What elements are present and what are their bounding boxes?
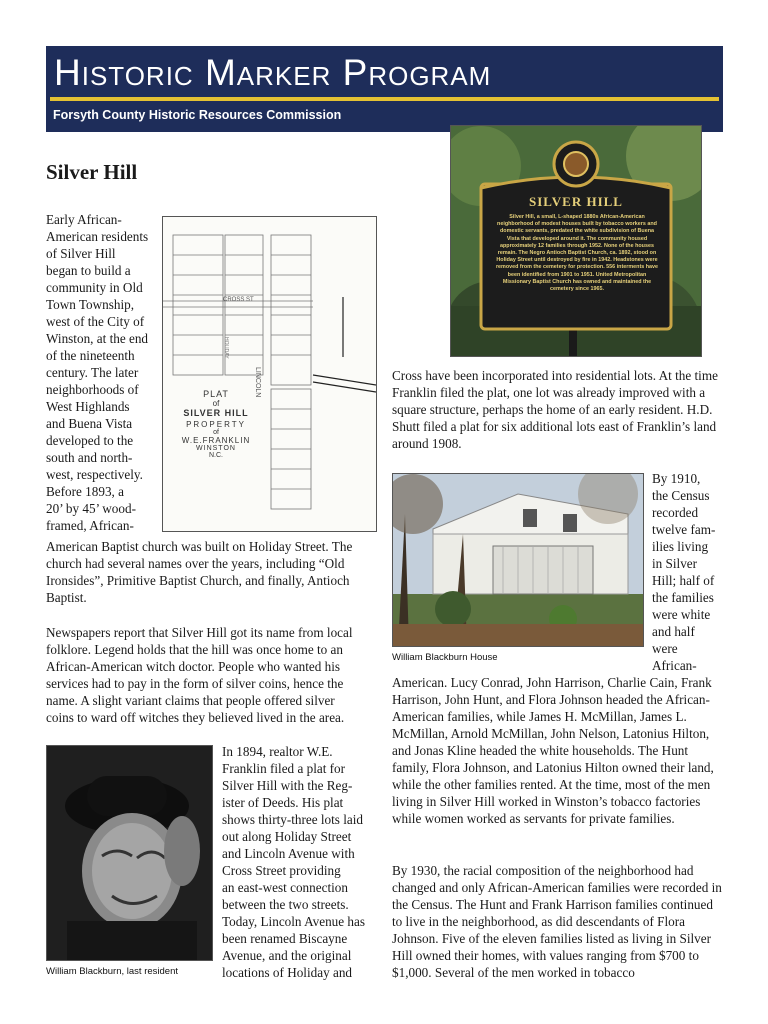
article-title: Silver Hill <box>46 160 138 184</box>
plat-label-4: PROPERTY <box>186 420 246 429</box>
plat-street-holiday: HOLIDAY <box>223 337 229 359</box>
para-3-narrow <box>222 743 382 981</box>
p3-line: ister of Deeds. His plat <box>222 795 344 810</box>
para-4-narrow <box>652 470 724 674</box>
p3-line: been renamed Biscayne <box>222 931 348 946</box>
p4-line: recorded <box>652 505 699 520</box>
p1-line: of the nineteenth <box>46 348 135 363</box>
house-photo <box>392 473 644 647</box>
p3-line: Cross Street providing <box>222 863 341 878</box>
p3-line: In 1894, realtor W.E. <box>222 744 333 759</box>
p3-line: Franklin filed a plat for <box>222 761 346 776</box>
para-1-continued: American Baptist church was built on Holiday Street. The church had several names over the years, including “Old Ironsides”, Primitive Baptist Church, and finally, Antioch Baptist. <box>46 539 353 605</box>
gold-rule <box>50 97 719 101</box>
para-3-continued: Cross have been incorporated into residential lots. At the time Franklin filed the plat, one lot was already improved with a square structure, perhaps the home of an early resident. H.D. Shutt filed a plat for six additional lots east of Franklin’s land around 1908. <box>392 368 718 451</box>
plat-street-lincoln: LINCOLN <box>254 367 261 398</box>
p4-line: and half <box>652 624 695 639</box>
p3-line: out along Holiday Street <box>222 829 352 844</box>
plat-label-3: SILVER HILL <box>183 408 249 418</box>
p1-line: west of the City of <box>46 314 145 329</box>
marker-text: Silver Hill, a small, L-shaped 1880s African-American neighborhood of modest houses built by tobacco workers and domestic servants, predated the white subdivision of Buena Vista that developed around it. The community housed approximately 12 families through 1952. None of the houses remain. The Negro Antioch Baptist Church, ca. 1892, stood on Holiday Street until destroyed by fire in 1942. Headstones were removed from the cemetery for protection. 556 interments have been identified from 1901 to 1951. United Metropolitan Missionary Baptist Church has owned and maintained the cemetery since 1965. <box>495 214 659 293</box>
plat-label-5: of <box>213 429 219 436</box>
p4-line: the Census <box>652 488 710 503</box>
p4-line: ilies living <box>652 539 709 554</box>
p1-line: American residents <box>46 229 149 244</box>
p1-line: began to build a <box>46 263 131 278</box>
p1-line: west, respectively. <box>46 467 143 482</box>
p3-line: and Lincoln Avenue with <box>222 846 355 861</box>
para-5: By 1930, the racial composition of the neighborhood had changed and only African-American families were recorded in the Census. The Hunt and Frank Harrison families continued to live in the neighborhood, as did descendants of Flora Johnson. Five of the eleven families listed as living in Silver Hill owned their homes, with values ranging from $700 to $1,000. Several of the men worked in tobacco <box>392 863 722 980</box>
p1-line: of Silver Hill <box>46 246 116 261</box>
p4-line: in Silver <box>652 556 698 571</box>
commission-name: Forsyth County Historic Resources Commission <box>53 108 342 122</box>
p1-line: Winston, at the end <box>46 331 149 346</box>
plat-label-1: PLAT <box>203 389 229 399</box>
p1-line: south and north- <box>46 450 133 465</box>
para-2: Newspapers report that Silver Hill got its name from local folklore. Legend holds that the hill was once home to an African-American witch doctor. People who wanted his services had to pay in the form of silver coins, hence the name. A slight variant claims that people offered silver coins to ward off witches they believed lived in the area. <box>46 625 353 725</box>
header-banner <box>46 46 723 132</box>
house-caption: William Blackburn House <box>392 652 498 663</box>
plat-label-6: W.E.FRANKLIN <box>181 436 251 445</box>
p4-line: were white <box>652 607 711 622</box>
plat-label-7: WINSTON <box>196 445 236 452</box>
p4-line: were <box>652 641 678 656</box>
p4-line: twelve fam- <box>652 522 716 537</box>
p1-line: neighborhoods of <box>46 382 139 397</box>
p1-line: Town Township, <box>46 297 135 312</box>
p1-line: and Buena Vista <box>46 416 133 431</box>
plat-map <box>162 216 377 532</box>
p3-line: Avenue, and the original <box>222 948 352 963</box>
p1-line: West Highlands <box>46 399 130 414</box>
p3-line: locations of Holiday and <box>222 965 353 980</box>
p3-line: Silver Hill with the Reg- <box>222 778 353 793</box>
portrait-drawing <box>47 746 212 960</box>
plat-street-cross: CROSS ST <box>223 297 254 303</box>
p3-line: shows thirty-three lots laid <box>222 812 364 827</box>
plat-label-block <box>165 389 267 459</box>
plat-drawing <box>163 217 376 531</box>
program-title: Historic Marker Program <box>54 52 492 93</box>
marker-title: SILVER HILL <box>529 194 623 209</box>
p4-line: Hill; half of <box>652 573 715 588</box>
p3-line: between the two streets. <box>222 897 349 912</box>
plat-label-2: of <box>212 399 220 408</box>
p4-line: African- <box>652 658 697 673</box>
p3-line: an east-west connection <box>222 880 348 895</box>
para-4-continued: American. Lucy Conrad, John Harrison, Charlie Cain, Frank Harrison, John Hunt, and Flora Johnson headed the African-American families, while James H. McMillan, James L. McMillan, Arnold McMillan, John Nelson, Latonius Hilton, and Jonas Kline headed the white households. The Hunt family, Flora Johnson, and Latonius Hilton owned their land, while the other families rented. At the time, most of the men living in Silver Hill worked in Winston’s tobacco factories while women worked as servants for private families. <box>392 675 714 826</box>
p1-line: developed to the <box>46 433 134 448</box>
marker-photo <box>450 125 702 357</box>
p4-line: the families <box>652 590 714 605</box>
p1-line: framed, African- <box>46 518 134 533</box>
p4-line: By 1910, <box>652 471 701 486</box>
p1-line: Early African- <box>46 212 122 227</box>
para-1-narrow <box>46 211 160 534</box>
portrait-caption: William Blackburn, last resident <box>46 966 178 977</box>
house-drawing <box>393 474 643 646</box>
p3-line: Today, Lincoln Avenue has <box>222 914 365 929</box>
p1-line: century. The later <box>46 365 139 380</box>
plat-label-8: N.C. <box>209 452 223 459</box>
p1-line: community in Old <box>46 280 143 295</box>
portrait-photo <box>46 745 213 961</box>
p1-line: Before 1893, a <box>46 484 124 499</box>
p1-line: 20’ by 45’ wood- <box>46 501 136 516</box>
